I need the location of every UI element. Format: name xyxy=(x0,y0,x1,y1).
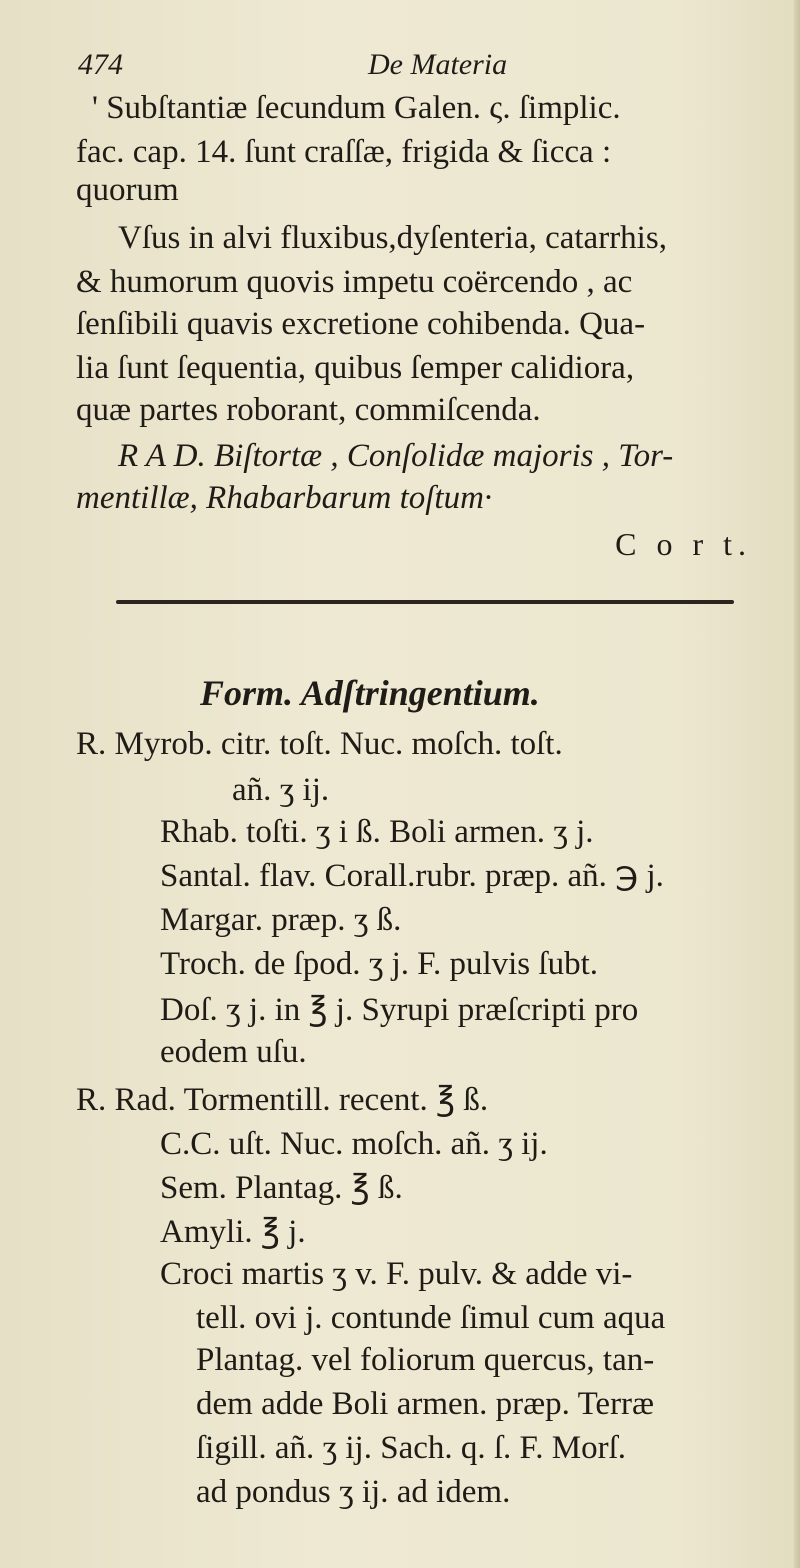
text-line: quæ partes roborant, commiſcenda. xyxy=(76,392,541,428)
recipe-line: Croci martis ʒ v. F. pulv. & adde vi- xyxy=(160,1256,633,1292)
recipe-line: Sem. Plantag. ℥ ß. xyxy=(160,1170,403,1206)
page-number: 474 xyxy=(78,48,123,81)
recipe-line: Santal. flav. Corall.rubr. præp. añ. ℈ j. xyxy=(160,858,664,894)
text-line: R A D. Biſtortæ , Conſolidæ majoris , Tor- xyxy=(118,438,674,474)
recipe-line: añ. ʒ ij. xyxy=(232,772,330,808)
recipe-line: Rhab. toſti. ʒ i ß. Boli armen. ʒ j. xyxy=(160,814,594,850)
text-line: Vſus in alvi fluxibus,dyſenteria, catarrhis, xyxy=(118,220,667,256)
recipe-line: tell. ovi j. contunde ſimul cum aqua xyxy=(196,1300,666,1336)
text-line: mentillæ, Rhabarbarum toſtum· xyxy=(76,480,493,516)
recipe-line: Doſ. ʒ j. in ℥ j. Syrupi præſcripti pro xyxy=(160,992,639,1028)
section-heading: Form. Adſtringentium. xyxy=(200,673,540,713)
recipe-line: ſigill. añ. ʒ ij. Sach. q. ſ. F. Morſ. xyxy=(196,1430,626,1466)
recipe-line: ad pondus ʒ ij. ad idem. xyxy=(196,1474,511,1510)
recipe-line: Margar. præp. ʒ ß. xyxy=(160,902,402,938)
recipe-line: Plantag. vel foliorum quercus, tan- xyxy=(196,1342,655,1378)
page-edge xyxy=(794,0,800,1568)
recipe-line: eodem uſu. xyxy=(160,1034,307,1070)
recipe-line: Troch. de ſpod. ʒ j. F. pulvis ſubt. xyxy=(160,946,598,982)
running-title: De Materia xyxy=(368,48,508,81)
text-line: fac. cap. 14. ſunt craſſæ, frigida & ſicca : xyxy=(76,134,612,170)
recipe-line: dem adde Boli armen. præp. Terræ xyxy=(196,1386,655,1422)
catchword: C o r t. xyxy=(615,526,752,562)
recipe-line: C.C. uſt. Nuc. moſch. añ. ʒ ij. xyxy=(160,1126,548,1162)
text-line: quorum xyxy=(76,172,179,208)
text-line: ' Subſtantiæ ſecundum Galen. ς. ſimplic. xyxy=(92,90,621,126)
text-line: ſenſibili quavis excretione cohibenda. Qua- xyxy=(76,306,646,342)
text-line: lia ſunt ſequentia, quibus ſemper calidiora, xyxy=(76,350,635,386)
recipe-line: R. Rad. Tormentill. recent. ℥ ß. xyxy=(76,1082,489,1118)
recipe-line: R. Myrob. citr. toſt. Nuc. moſch. toſt. xyxy=(76,726,563,762)
section-divider xyxy=(116,600,734,604)
recipe-line: Amyli. ℥ j. xyxy=(160,1214,306,1250)
text-line: & humorum quovis impetu coërcendo , ac xyxy=(76,264,633,300)
